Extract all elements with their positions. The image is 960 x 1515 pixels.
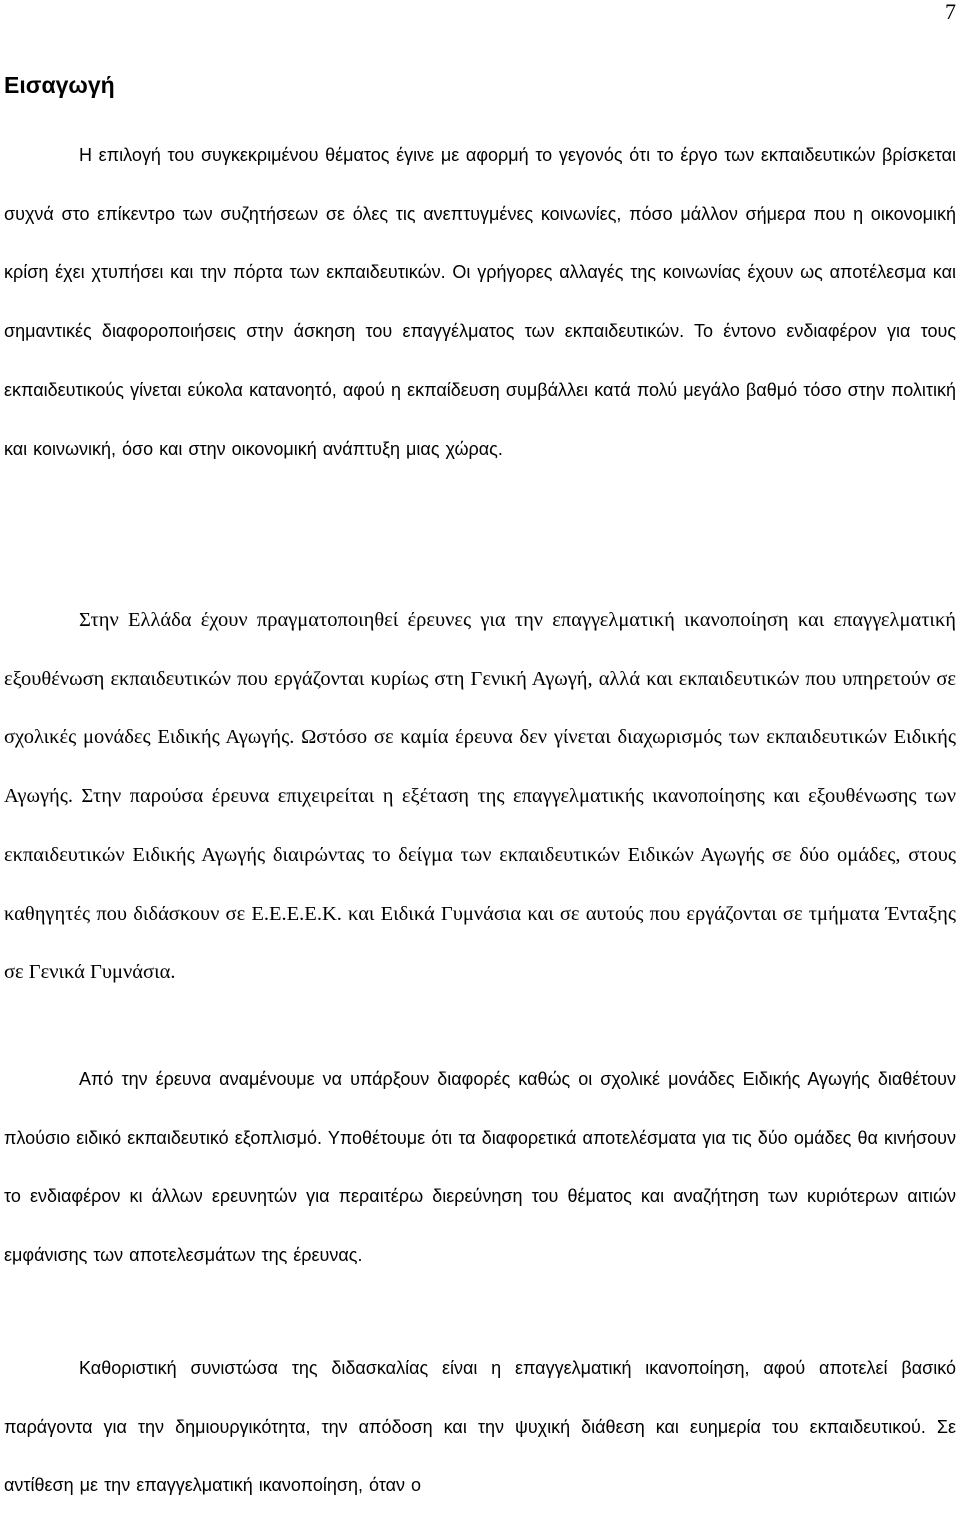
page-number: 7 (945, 0, 956, 24)
paragraph-1: Η επιλογή του συγκεκριμένου θέματος έγινε με αφορμή το γεγονός ότι το έργο των εκπαιδευτικών βρίσκεται συχνά στο επίκεντρο των συζητήσεων σε όλες τις ανεπτυγμένες κοινωνίες, πόσο μάλλον σήμερα που η οικονομική κρίση έχει χτυπήσει και την πόρτα των εκπαιδευτικών. Οι γρήγορες αλλαγές της κοινωνίας έχουν ως αποτέλεσμα και σημαντικές διαφοροποιήσεις στην άσκηση του επαγγέλματος των εκπαιδευτικών. Το έντονο ενδιαφέρον για τους εκπαιδευτικούς γίνεται εύκολα κατανοητό, αφού η εκπαίδευση συμβάλλει κατά πολύ μεγάλο βαθμό τόσο στην πολιτική και κοινωνική, όσο και στην οικονομική ανάπτυξη μιας χώρας. (4, 145, 956, 459)
paragraph-4: Καθοριστική συνιστώσα της διδασκαλίας είναι η επαγγελματική ικανοποίηση, αφού αποτελεί βασικό παράγοντα για την δημιουργικότητα, την απόδοση και την ψυχική διάθεση και ευημερία του εκπαιδευτικού. Σε αντίθεση με την επαγγελματική ικανοποίηση, όταν ο (4, 1358, 956, 1496)
paragraph-2: Στην Ελλάδα έχουν πραγματοποιηθεί έρευνες για την επαγγελματική ικανοποίηση και επαγγελματική εξουθένωση εκπαιδευτικών που εργάζονται κυρίως στη Γενική Αγωγή, αλλά και εκπαιδευτικών που υπηρετούν σε σχολικές μονάδες Ειδικής Αγωγής. Ωστόσο σε καμία έρευνα δεν γίνεται διαχωρισμός των εκπαιδευτικών Ειδικής Αγωγής. Στην παρούσα έρευνα επιχειρείται η εξέταση της επαγγελματικής ικανοποίησης και εξουθένωσης των εκπαιδευτικών Ειδικής Αγωγής διαιρώντας το δείγμα των εκπαιδευτικών Ειδικών Αγωγής σε δύο ομάδες, στους καθηγητές που διδάσκουν σε Ε.Ε.Ε.Ε.Κ. και Ειδικά Γυμνάσια και σε αυτούς που εργάζονται σε τμήματα Ένταξης σε Γενικά Γυμνάσια. (4, 609, 956, 984)
paragraph-3: Από την έρευνα αναμένουμε να υπάρξουν διαφορές καθώς οι σχολικέ μονάδες Ειδικής Αγωγής διαθέτουν πλούσιο ειδικό εκπαιδευτικό εξοπλισμό. Υποθέτουμε ότι τα διαφορετικά αποτελέσματα για τις δύο ομάδες θα κινήσουν το ενδιαφέρον κι άλλων ερευνητών για περαιτέρω διερεύνηση του θέματος και αναζήτηση των κυριότερων αιτιών εμφάνισης των αποτελεσμάτων της έρευνας. (4, 1069, 956, 1266)
section-heading: Εισαγωγή (4, 72, 115, 98)
